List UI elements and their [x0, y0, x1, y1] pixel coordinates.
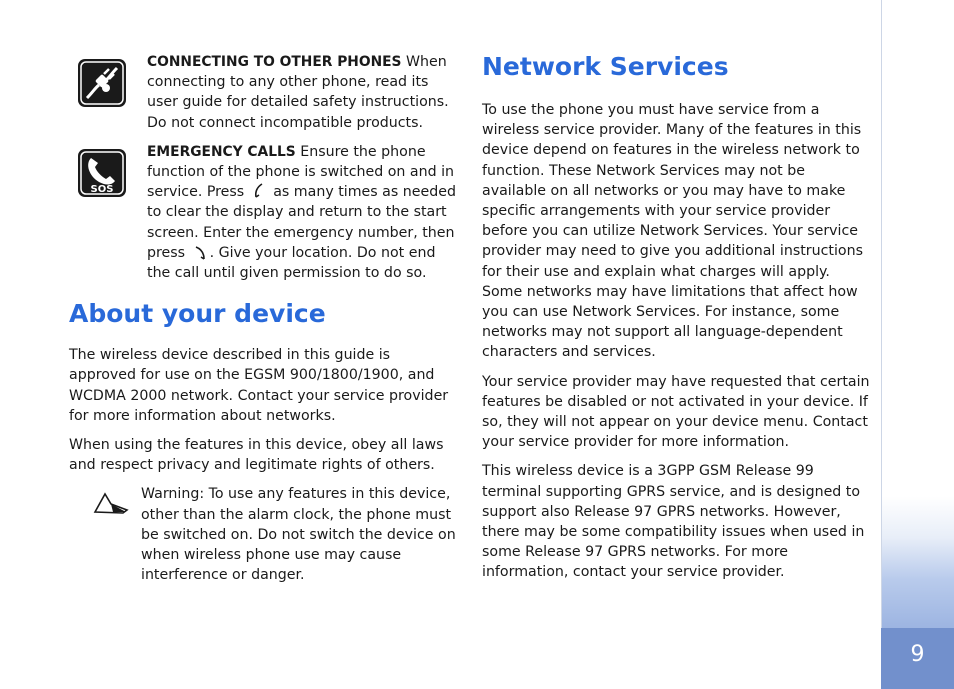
left-column [69, 52, 461, 585]
sos-phone-icon [77, 148, 127, 198]
about-paragraph-1: The wireless device described in this guide is approved for use on the EGSM 900/1800/1900, and WCDMA 2000 network. Contact your service provider for more information about networks. [69, 347, 449, 424]
connecting-text: When connecting to any other phone, read its user guide for detailed safety instructions. Do not connect incompatible products. [147, 54, 449, 131]
emergency-text-2: as many times as needed to clear the display and return to the start screen. Enter the emergency number, then press [147, 184, 456, 261]
emergency-title: EMERGENCY CALLS [147, 143, 296, 160]
page-sidebar [881, 0, 954, 689]
warning-hand-icon [93, 490, 129, 514]
emergency-text-3: . Give your location. Do not end the call until given permission to do so. [147, 244, 436, 282]
about-paragraph-2: When using the features in this device, obey all laws and respect privacy and legitimate rights of others. [69, 437, 444, 474]
call-key-icon [253, 183, 265, 199]
plug-icon [77, 58, 127, 108]
right-column [482, 52, 870, 592]
page-number: 9 [910, 642, 925, 667]
connecting-section [69, 52, 461, 133]
page-number-box [881, 628, 954, 689]
warning-text: Warning: To use any features in this device, other than the alarm clock, the phone must be switched on. Do not switch the device on when wireless phone use may cause interference or danger. [141, 486, 456, 584]
about-heading: About your device [69, 299, 326, 329]
warning-section [69, 484, 461, 585]
sos-label: SOS [90, 183, 114, 195]
network-paragraph-1: To use the phone you must have service from a wireless service provider. Many of the features in this device depend on features in the wireless network to function. These Network Services may not be available on all networks or you may have to make specific arrangements with your service provider before you can utilize Network Services. Your service provider may need to give you additional instructions for their use and explain what charges will apply. Some networks may have limitations that affect how you can use Network Services. For instance, some networks may not support all language-dependent characters and services. [482, 102, 863, 361]
emergency-section [69, 142, 461, 283]
end-key-icon [194, 244, 206, 260]
network-paragraph-2: Your service provider may have requested that certain features be disabled or not activated in your device. If so, they will not appear on your device menu. Contact your service provider for more information. [482, 373, 870, 451]
connecting-title: CONNECTING TO OTHER PHONES [147, 54, 402, 70]
emergency-text-1: Ensure the phone function of the phone is switched on and in service. Press [147, 143, 455, 201]
network-services-heading: Network Services [482, 52, 729, 81]
network-paragraph-3: This wireless device is a 3GPP GSM Release 99 terminal supporting GPRS service, and is designed to support also Release 97 GPRS networks. However, there may be some compatibility issues when used in some Release 97 GPRS networks. For more information, contact your service provider. [482, 463, 865, 581]
